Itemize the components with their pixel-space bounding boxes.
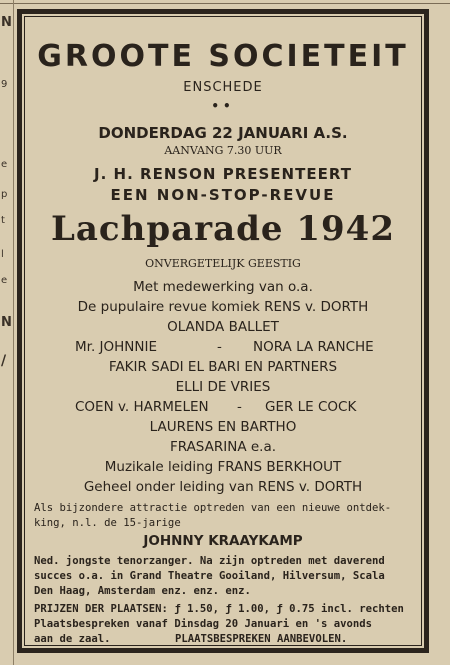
- cast-pair-right: NORA LA RANCHE: [253, 339, 374, 355]
- cast-pair-separator: -: [217, 339, 222, 355]
- booking-location: aan de zaal.: [34, 633, 111, 645]
- advertisement: [17, 9, 429, 653]
- margin-char: t: [1, 215, 5, 226]
- venue-city: ENSCHEDE: [183, 80, 263, 95]
- cast-line: FRASARINA e.a.: [169, 439, 277, 455]
- cast-line: OLANDA BALLET: [167, 319, 279, 335]
- margin-char: e: [1, 275, 8, 286]
- artist-description: Ned. jongste tenorzanger. Na zijn optreden met daverend: [34, 555, 385, 567]
- cast-line: FAKIR SADI EL BARI EN PARTNERS: [108, 359, 338, 375]
- margin-char: N: [1, 315, 12, 330]
- artist-description: succes o.a. in Grand Theatre Gooiland, Hilversum, Scala: [34, 570, 385, 582]
- margin-char: N: [1, 15, 12, 30]
- margin-char: e: [1, 159, 8, 170]
- general-direction: Geheel onder leiding van RENS v. DORTH: [83, 479, 363, 495]
- attraction-text: king, n.l. de 15-jarige: [34, 517, 181, 529]
- margin-char: /: [1, 353, 7, 369]
- start-time: AANVANG 7.30 UUR: [164, 144, 282, 157]
- ornament-dots: ••: [211, 99, 235, 113]
- cast-pair-separator: -: [237, 399, 242, 415]
- cast-pair-left: COEN v. HARMELEN: [75, 399, 209, 415]
- booking-recommendation: PLAATSBESPREKEN AANBEVOLEN.: [175, 633, 348, 645]
- cast-pair-right: GER LE COCK: [265, 399, 357, 415]
- cast-intro: Met medewerking van o.a.: [133, 279, 313, 295]
- show-kind: EEN NON-STOP-REVUE: [110, 186, 336, 204]
- tagline: ONVERGETELIJK GEESTIG: [145, 257, 301, 270]
- presenter-line: J. H. RENSON PRESENTEERT: [94, 165, 352, 183]
- cast-line: De pupulaire revue komiek RENS v. DORTH: [77, 299, 369, 315]
- venue-title: GROOTE SOCIETEIT: [37, 39, 409, 74]
- attraction-text: Als bijzondere attractie optreden van een nieuwe ontdek-: [34, 502, 392, 514]
- cast-pair-left: Mr. JOHNNIE: [75, 339, 158, 355]
- cast-line: ELLI DE VRIES: [175, 379, 271, 395]
- featured-artist: JOHNNY KRAAYKAMP: [143, 533, 303, 549]
- margin-char: l: [1, 249, 4, 260]
- margin-char: 9: [1, 79, 8, 90]
- column-rule: [0, 3, 450, 4]
- event-date: DONDERDAG 22 JANUARI A.S.: [98, 124, 348, 142]
- artist-description: Den Haag, Amsterdam enz. enz. enz.: [34, 585, 251, 597]
- music-direction: Muzikale leiding FRANS BERKHOUT: [104, 459, 342, 475]
- ticket-prices: PRIJZEN DER PLAATSEN: ƒ 1.50, ƒ 1.00, ƒ 0.75 incl. rechten: [34, 603, 404, 615]
- margin-char: p: [1, 189, 8, 200]
- show-title: Lachparade 1942: [51, 209, 395, 249]
- booking-info: Plaatsbespreken vanaf Dinsdag 20 Januari en 's avonds: [34, 618, 373, 630]
- advertisement-inner-frame: [24, 16, 422, 646]
- cast-line: LAURENS EN BARTHO: [149, 419, 297, 435]
- adjacent-column-fragment: [0, 0, 14, 665]
